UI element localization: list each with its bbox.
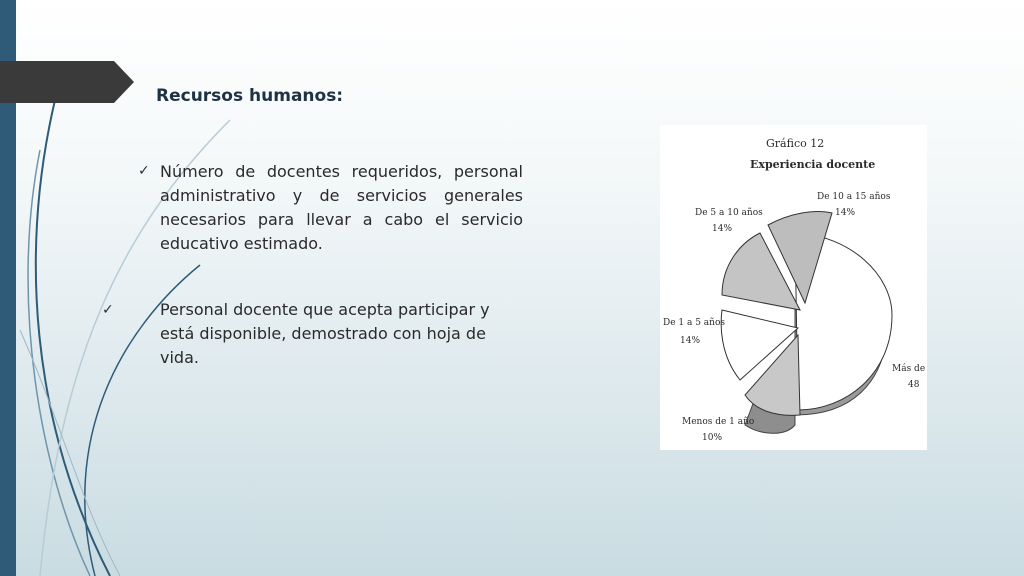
label-10-15: De 10 a 15 años [817, 192, 891, 202]
value-mas-de: 48 [908, 380, 920, 390]
value-menos-1: 10% [702, 433, 723, 443]
check-icon: ✓ [102, 302, 114, 318]
value-10-15: 14% [835, 208, 856, 218]
title-tab-shape [0, 61, 134, 103]
chart-title: Gráfico 12 [766, 137, 825, 150]
bullet-text-2: Personal docente que acepta participar y está disponible, demostrado con hoja de vida. [160, 300, 490, 367]
label-5-10: De 5 a 10 años [695, 208, 763, 218]
label-menos-1: Menos de 1 año [682, 417, 755, 427]
label-mas-de: Más de [892, 364, 926, 374]
slide-title: Recursos humanos: [156, 86, 344, 106]
bullet-text-1: Número de docentes requeridos, personal administrativo y de servicios generales necesarios para llevar a cabo el servicio educativo estimado. [160, 162, 523, 253]
value-5-10: 14% [712, 224, 733, 234]
value-1-5: 14% [680, 336, 701, 346]
chart-subtitle: Experiencia docente [750, 158, 876, 171]
check-icon: ✓ [138, 163, 150, 179]
pie-chart-image [660, 125, 927, 450]
label-1-5: De 1 a 5 años [663, 318, 726, 328]
